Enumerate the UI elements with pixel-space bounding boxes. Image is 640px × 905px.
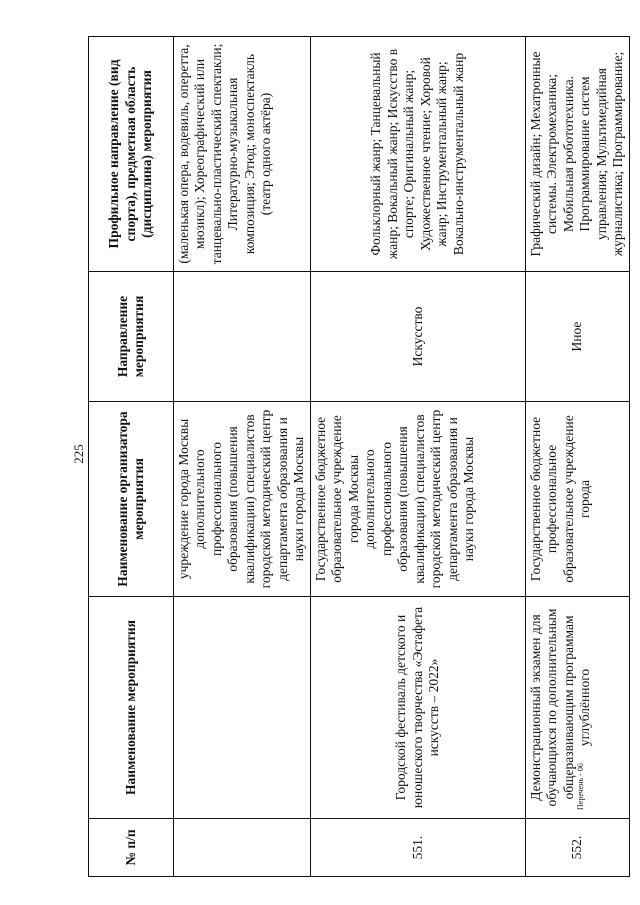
header-profile: Профильное направление (вид спорта), предметная область (дисциплина) мероприятия [89, 37, 174, 272]
cell-direction: Иное [525, 272, 629, 402]
cell-profile: (маленькая опера, водевиль, оперетта, мюзикл); Хореографический или танцевально-пластический спектакли; Литературно-музыкальная композиция; Этюд; моноспектакль (театр одного актёра) [174, 37, 311, 272]
header-name: Наименование мероприятия [89, 597, 174, 819]
cell-name [174, 597, 311, 819]
cell-num: 552. [525, 819, 629, 877]
cell-organizer: Государственное бюджетное профессиональное образовательное учреждение города [525, 402, 629, 597]
rotated-page [88, 37, 626, 877]
header-num: № п/п [89, 819, 174, 877]
cell-name: Демонстрационный экзамен для обучающихся по дополнительным общеразвивающим программам углублённого [525, 597, 629, 819]
cell-organizer: Государственное бюджетное образовательное учреждение города Москвы дополнительного профессионального образования (повышения квалификации) специалистов городской методический центр департамента образования и науки города Москвы [310, 402, 525, 597]
cell-direction: Искусство [310, 272, 525, 402]
table-row [174, 37, 311, 877]
page-number: 225 [71, 444, 86, 464]
table-header-row [89, 37, 174, 877]
table-row [525, 37, 629, 877]
cell-name: Городской фестиваль детского и юношеского творчества «Эстафета искусств – 2022» [310, 597, 525, 819]
header-direction: Направление мероприятия [89, 272, 174, 402]
cell-profile: Фольклорный жанр; Танцевальный жанр; Вокальный жанр; Искусство в спорте; Оригинальный жанр; Художественное чтение; Хоровой жанр; Инструментальный жанр; Вокально-инструментальный жанр [310, 37, 525, 272]
header-organizer: Наименование организатора мероприятия [89, 402, 174, 597]
footer-label: Перечень - 06 [576, 763, 585, 810]
table-row [310, 37, 525, 877]
cell-num: 551. [310, 819, 525, 877]
cell-direction [174, 272, 311, 402]
cell-profile: Графический дизайн; Мехатронные системы. Электромеханика; Мобильная робототехника. Программирование систем управления; Мультимедийная журналистика; Программирование; [525, 37, 629, 272]
cell-num [174, 819, 311, 877]
cell-organizer: учреждение города Москвы дополнительного профессионального образования (повышения квалификации) специалистов городской методический центр департамента образования и науки города Москвы [174, 402, 311, 597]
events-table [88, 36, 630, 877]
